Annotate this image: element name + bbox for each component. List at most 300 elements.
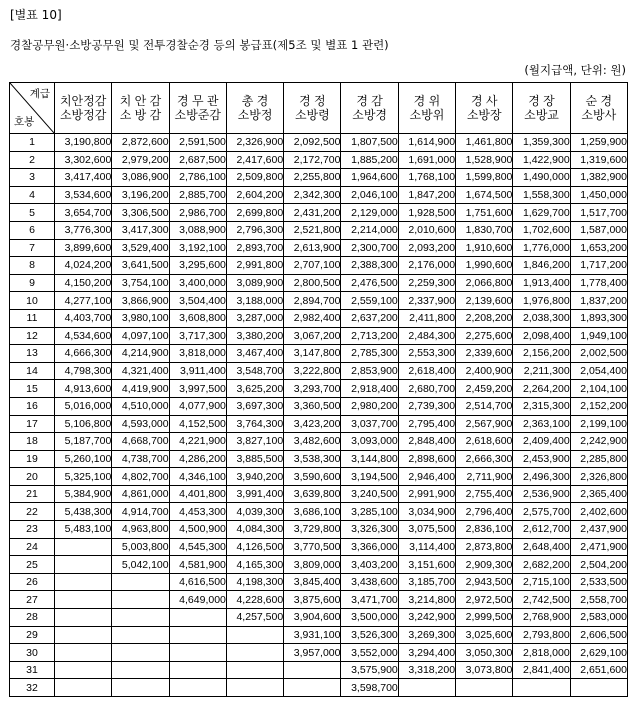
salary-cell: 3,073,800 bbox=[456, 661, 513, 679]
table-row bbox=[10, 626, 628, 644]
police-rank-label: 총 경 bbox=[241, 94, 269, 108]
empty-cell bbox=[456, 679, 513, 697]
fire-rank-label: 소방정 bbox=[237, 108, 273, 122]
salary-cell: 1,490,000 bbox=[513, 169, 570, 187]
salary-cell: 3,980,100 bbox=[112, 309, 169, 327]
empty-cell bbox=[226, 679, 283, 697]
step-number-cell: 7 bbox=[10, 239, 55, 257]
empty-cell bbox=[55, 573, 112, 591]
table-row bbox=[10, 204, 628, 222]
step-number-cell: 23 bbox=[10, 521, 55, 539]
salary-cell: 3,697,300 bbox=[226, 397, 283, 415]
salary-cell: 2,898,600 bbox=[398, 450, 455, 468]
step-number-cell: 30 bbox=[10, 644, 55, 662]
empty-cell bbox=[169, 661, 226, 679]
salary-cell: 3,294,400 bbox=[398, 644, 455, 662]
salary-cell: 2,388,300 bbox=[341, 257, 398, 275]
table-row bbox=[10, 257, 628, 275]
salary-cell: 2,199,100 bbox=[570, 415, 627, 433]
salary-cell: 3,403,200 bbox=[341, 556, 398, 574]
salary-cell: 3,400,000 bbox=[169, 274, 226, 292]
empty-cell bbox=[55, 661, 112, 679]
table-row bbox=[10, 221, 628, 239]
empty-cell bbox=[284, 661, 341, 679]
salary-cell: 2,046,100 bbox=[341, 186, 398, 204]
salary-cell: 3,608,800 bbox=[169, 309, 226, 327]
salary-cell: 2,417,600 bbox=[226, 151, 283, 169]
step-number-cell: 15 bbox=[10, 380, 55, 398]
salary-cell: 2,637,200 bbox=[341, 309, 398, 327]
step-number-cell: 9 bbox=[10, 274, 55, 292]
fire-rank-label: 소방위 bbox=[409, 108, 445, 122]
salary-cell: 2,707,100 bbox=[284, 257, 341, 275]
step-number-cell: 11 bbox=[10, 309, 55, 327]
salary-cell: 3,776,300 bbox=[55, 221, 112, 239]
salary-cell: 4,510,000 bbox=[112, 397, 169, 415]
salary-cell: 2,986,700 bbox=[169, 204, 226, 222]
fire-rank-label: 소방교 bbox=[524, 108, 559, 122]
salary-cell: 1,674,500 bbox=[456, 186, 513, 204]
table-row bbox=[10, 521, 628, 539]
salary-cell: 2,755,400 bbox=[456, 485, 513, 503]
salary-cell: 1,913,400 bbox=[513, 274, 570, 292]
step-number-cell: 16 bbox=[10, 397, 55, 415]
salary-cell: 3,075,500 bbox=[398, 521, 455, 539]
salary-cell: 1,949,100 bbox=[570, 327, 627, 345]
salary-cell: 2,629,100 bbox=[570, 644, 627, 662]
salary-cell: 3,190,800 bbox=[55, 134, 112, 152]
salary-cell: 3,885,500 bbox=[226, 450, 283, 468]
salary-cell: 2,002,500 bbox=[570, 345, 627, 363]
empty-cell bbox=[169, 644, 226, 662]
salary-cell: 2,742,500 bbox=[513, 591, 570, 609]
salary-cell: 4,214,900 bbox=[112, 345, 169, 363]
salary-cell: 3,575,900 bbox=[341, 661, 398, 679]
salary-cell: 1,847,200 bbox=[398, 186, 455, 204]
salary-cell: 4,666,300 bbox=[55, 345, 112, 363]
salary-cell: 1,653,200 bbox=[570, 239, 627, 257]
salary-cell: 5,438,300 bbox=[55, 503, 112, 521]
salary-cell: 3,827,100 bbox=[226, 433, 283, 451]
salary-cell: 3,770,500 bbox=[284, 538, 341, 556]
empty-cell bbox=[55, 538, 112, 556]
salary-cell: 1,614,900 bbox=[398, 134, 455, 152]
salary-cell: 2,092,500 bbox=[284, 134, 341, 152]
empty-cell bbox=[226, 661, 283, 679]
salary-cell: 4,084,300 bbox=[226, 521, 283, 539]
salary-cell: 2,437,900 bbox=[570, 521, 627, 539]
salary-cell: 1,517,700 bbox=[570, 204, 627, 222]
salary-cell: 2,848,400 bbox=[398, 433, 455, 451]
table-row bbox=[10, 538, 628, 556]
salary-cell: 2,342,300 bbox=[284, 186, 341, 204]
salary-cell: 3,242,900 bbox=[398, 609, 455, 627]
salary-cell: 2,326,900 bbox=[226, 134, 283, 152]
salary-cell: 4,453,300 bbox=[169, 503, 226, 521]
salary-cell: 3,482,600 bbox=[284, 433, 341, 451]
salary-cell: 2,275,600 bbox=[456, 327, 513, 345]
table-row bbox=[10, 134, 628, 152]
salary-cell: 2,682,200 bbox=[513, 556, 570, 574]
salary-cell: 1,837,200 bbox=[570, 292, 627, 310]
fire-rank-label: 소방사 bbox=[581, 108, 617, 122]
salary-cell: 3,269,300 bbox=[398, 626, 455, 644]
salary-cell: 2,946,400 bbox=[398, 468, 455, 486]
empty-cell bbox=[112, 679, 169, 697]
salary-cell: 2,337,900 bbox=[398, 292, 455, 310]
salary-cell: 3,438,600 bbox=[341, 573, 398, 591]
salary-cell: 2,453,900 bbox=[513, 450, 570, 468]
salary-cell: 2,894,700 bbox=[284, 292, 341, 310]
empty-cell bbox=[55, 679, 112, 697]
salary-cell: 2,214,000 bbox=[341, 221, 398, 239]
step-number-cell: 5 bbox=[10, 204, 55, 222]
empty-cell bbox=[55, 626, 112, 644]
salary-cell: 2,093,200 bbox=[398, 239, 455, 257]
step-number-cell: 28 bbox=[10, 609, 55, 627]
table-row bbox=[10, 661, 628, 679]
salary-cell: 4,545,300 bbox=[169, 538, 226, 556]
salary-cell: 3,875,600 bbox=[284, 591, 341, 609]
salary-cell: 4,039,300 bbox=[226, 503, 283, 521]
salary-cell: 2,972,500 bbox=[456, 591, 513, 609]
salary-cell: 2,711,900 bbox=[456, 468, 513, 486]
salary-cell: 1,461,800 bbox=[456, 134, 513, 152]
salary-cell: 3,326,300 bbox=[341, 521, 398, 539]
step-number-cell: 1 bbox=[10, 134, 55, 152]
table-row bbox=[10, 397, 628, 415]
salary-cell: 2,242,900 bbox=[570, 433, 627, 451]
salary-cell: 3,654,700 bbox=[55, 204, 112, 222]
salary-cell: 2,651,600 bbox=[570, 661, 627, 679]
salary-cell: 1,359,300 bbox=[513, 134, 570, 152]
salary-cell: 2,054,400 bbox=[570, 362, 627, 380]
empty-cell bbox=[169, 609, 226, 627]
salary-cell: 2,409,400 bbox=[513, 433, 570, 451]
salary-cell: 3,534,600 bbox=[55, 186, 112, 204]
police-rank-label: 경 장 bbox=[528, 94, 555, 108]
column-header bbox=[456, 83, 513, 134]
table-row bbox=[10, 380, 628, 398]
salary-cell: 2,687,500 bbox=[169, 151, 226, 169]
column-header bbox=[570, 83, 627, 134]
salary-cell: 1,528,900 bbox=[456, 151, 513, 169]
salary-cell: 2,514,700 bbox=[456, 397, 513, 415]
salary-cell: 2,853,900 bbox=[341, 362, 398, 380]
salary-cell: 2,768,900 bbox=[513, 609, 570, 627]
salary-cell: 1,691,000 bbox=[398, 151, 455, 169]
salary-cell: 4,257,500 bbox=[226, 609, 283, 627]
salary-cell: 4,403,700 bbox=[55, 309, 112, 327]
salary-cell: 2,943,500 bbox=[456, 573, 513, 591]
salary-cell: 5,260,100 bbox=[55, 450, 112, 468]
salary-cell: 2,786,100 bbox=[169, 169, 226, 187]
salary-cell: 2,363,100 bbox=[513, 415, 570, 433]
table-row bbox=[10, 679, 628, 697]
empty-cell bbox=[513, 679, 570, 697]
salary-cell: 2,400,900 bbox=[456, 362, 513, 380]
pay-table bbox=[9, 82, 628, 697]
table-row bbox=[10, 468, 628, 486]
salary-cell: 2,618,400 bbox=[398, 362, 455, 380]
salary-cell: 2,618,600 bbox=[456, 433, 513, 451]
salary-cell: 1,422,900 bbox=[513, 151, 570, 169]
salary-cell: 3,764,300 bbox=[226, 415, 283, 433]
salary-cell: 3,380,200 bbox=[226, 327, 283, 345]
table-row bbox=[10, 573, 628, 591]
salary-cell: 2,509,800 bbox=[226, 169, 283, 187]
salary-cell: 3,899,600 bbox=[55, 239, 112, 257]
salary-cell: 2,255,800 bbox=[284, 169, 341, 187]
salary-cell: 3,037,700 bbox=[341, 415, 398, 433]
salary-cell: 5,384,900 bbox=[55, 485, 112, 503]
empty-cell bbox=[169, 679, 226, 697]
salary-cell: 2,365,400 bbox=[570, 485, 627, 503]
salary-cell: 5,187,700 bbox=[55, 433, 112, 451]
salary-cell: 2,785,300 bbox=[341, 345, 398, 363]
empty-cell bbox=[226, 644, 283, 662]
empty-cell bbox=[226, 626, 283, 644]
step-number-cell: 18 bbox=[10, 433, 55, 451]
salary-cell: 2,285,800 bbox=[570, 450, 627, 468]
salary-cell: 3,991,400 bbox=[226, 485, 283, 503]
salary-cell: 1,990,600 bbox=[456, 257, 513, 275]
salary-cell: 3,144,800 bbox=[341, 450, 398, 468]
salary-cell: 4,798,300 bbox=[55, 362, 112, 380]
step-number-cell: 10 bbox=[10, 292, 55, 310]
salary-cell: 3,641,500 bbox=[112, 257, 169, 275]
step-number-cell: 26 bbox=[10, 573, 55, 591]
salary-cell: 3,500,000 bbox=[341, 609, 398, 627]
empty-cell bbox=[112, 573, 169, 591]
salary-cell: 2,612,700 bbox=[513, 521, 570, 539]
salary-cell: 4,152,500 bbox=[169, 415, 226, 433]
table-row bbox=[10, 362, 628, 380]
salary-cell: 3,467,400 bbox=[226, 345, 283, 363]
salary-cell: 3,025,600 bbox=[456, 626, 513, 644]
salary-cell: 1,587,000 bbox=[570, 221, 627, 239]
salary-cell: 2,459,200 bbox=[456, 380, 513, 398]
salary-cell: 3,240,500 bbox=[341, 485, 398, 503]
salary-cell: 3,417,300 bbox=[112, 221, 169, 239]
salary-cell: 3,504,400 bbox=[169, 292, 226, 310]
salary-cell: 2,533,500 bbox=[570, 573, 627, 591]
salary-cell: 3,086,900 bbox=[112, 169, 169, 187]
table-row bbox=[10, 292, 628, 310]
column-header bbox=[112, 83, 169, 134]
table-row bbox=[10, 415, 628, 433]
salary-cell: 2,796,400 bbox=[456, 503, 513, 521]
salary-cell: 2,666,300 bbox=[456, 450, 513, 468]
salary-cell: 2,795,400 bbox=[398, 415, 455, 433]
salary-cell: 3,089,900 bbox=[226, 274, 283, 292]
salary-cell: 2,613,900 bbox=[284, 239, 341, 257]
police-rank-label: 경 위 bbox=[413, 94, 441, 108]
salary-cell: 2,800,500 bbox=[284, 274, 341, 292]
salary-cell: 2,606,500 bbox=[570, 626, 627, 644]
salary-cell: 2,536,900 bbox=[513, 485, 570, 503]
salary-cell: 4,593,000 bbox=[112, 415, 169, 433]
salary-cell: 2,066,800 bbox=[456, 274, 513, 292]
salary-cell: 2,872,600 bbox=[112, 134, 169, 152]
salary-cell: 3,548,700 bbox=[226, 362, 283, 380]
salary-cell: 1,830,700 bbox=[456, 221, 513, 239]
salary-cell: 3,639,800 bbox=[284, 485, 341, 503]
salary-cell: 3,088,900 bbox=[169, 221, 226, 239]
step-number-cell: 27 bbox=[10, 591, 55, 609]
salary-cell: 3,931,100 bbox=[284, 626, 341, 644]
salary-cell: 4,419,900 bbox=[112, 380, 169, 398]
salary-cell: 1,910,600 bbox=[456, 239, 513, 257]
salary-cell: 3,957,000 bbox=[284, 644, 341, 662]
salary-cell: 4,286,200 bbox=[169, 450, 226, 468]
step-number-cell: 20 bbox=[10, 468, 55, 486]
salary-cell: 3,590,600 bbox=[284, 468, 341, 486]
salary-cell: 2,431,200 bbox=[284, 204, 341, 222]
salary-cell: 3,287,000 bbox=[226, 309, 283, 327]
police-rank-label: 경 정 bbox=[299, 94, 326, 108]
fire-rank-label: 소 방 감 bbox=[119, 108, 162, 122]
empty-cell bbox=[55, 644, 112, 662]
column-header bbox=[341, 83, 398, 134]
step-number-cell: 24 bbox=[10, 538, 55, 556]
table-row bbox=[10, 433, 628, 451]
salary-cell: 2,836,100 bbox=[456, 521, 513, 539]
salary-cell: 2,918,400 bbox=[341, 380, 398, 398]
salary-cell: 2,604,200 bbox=[226, 186, 283, 204]
salary-cell: 2,129,000 bbox=[341, 204, 398, 222]
column-header bbox=[226, 83, 283, 134]
salary-cell: 2,885,700 bbox=[169, 186, 226, 204]
salary-cell: 3,366,000 bbox=[341, 538, 398, 556]
table-row bbox=[10, 485, 628, 503]
salary-cell: 1,717,200 bbox=[570, 257, 627, 275]
salary-cell: 3,529,400 bbox=[112, 239, 169, 257]
salary-cell: 3,904,600 bbox=[284, 609, 341, 627]
salary-cell: 3,538,300 bbox=[284, 450, 341, 468]
table-row bbox=[10, 151, 628, 169]
empty-cell bbox=[112, 609, 169, 627]
step-number-cell: 21 bbox=[10, 485, 55, 503]
salary-cell: 3,717,300 bbox=[169, 327, 226, 345]
salary-cell: 3,625,200 bbox=[226, 380, 283, 398]
column-header bbox=[398, 83, 455, 134]
fire-rank-label: 소방령 bbox=[294, 108, 330, 122]
table-row bbox=[10, 327, 628, 345]
salary-cell: 4,616,500 bbox=[169, 573, 226, 591]
step-number-cell: 12 bbox=[10, 327, 55, 345]
salary-cell: 4,097,100 bbox=[112, 327, 169, 345]
table-row bbox=[10, 345, 628, 363]
corner-header-cell bbox=[10, 83, 55, 134]
salary-cell: 2,211,300 bbox=[513, 362, 570, 380]
column-header bbox=[55, 83, 112, 134]
salary-cell: 3,754,100 bbox=[112, 274, 169, 292]
salary-cell: 2,176,000 bbox=[398, 257, 455, 275]
salary-cell: 3,050,300 bbox=[456, 644, 513, 662]
salary-cell: 2,980,200 bbox=[341, 397, 398, 415]
salary-cell: 4,228,600 bbox=[226, 591, 283, 609]
salary-cell: 4,221,900 bbox=[169, 433, 226, 451]
table-row bbox=[10, 556, 628, 574]
empty-cell bbox=[284, 679, 341, 697]
table-row bbox=[10, 274, 628, 292]
salary-cell: 4,581,900 bbox=[169, 556, 226, 574]
fire-rank-label: 소방준감 bbox=[174, 108, 221, 122]
salary-cell: 2,982,400 bbox=[284, 309, 341, 327]
salary-cell: 3,295,600 bbox=[169, 257, 226, 275]
salary-cell: 4,077,900 bbox=[169, 397, 226, 415]
salary-cell: 1,885,200 bbox=[341, 151, 398, 169]
salary-cell: 4,861,000 bbox=[112, 485, 169, 503]
salary-cell: 3,222,800 bbox=[284, 362, 341, 380]
salary-cell: 3,417,400 bbox=[55, 169, 112, 187]
appendix-tag: [별표 10] bbox=[10, 8, 62, 22]
salary-cell: 2,680,700 bbox=[398, 380, 455, 398]
salary-cell: 2,098,400 bbox=[513, 327, 570, 345]
step-number-cell: 8 bbox=[10, 257, 55, 275]
salary-cell: 3,293,700 bbox=[284, 380, 341, 398]
salary-cell: 4,914,700 bbox=[112, 503, 169, 521]
salary-cell: 2,575,700 bbox=[513, 503, 570, 521]
table-row bbox=[10, 169, 628, 187]
salary-cell: 2,326,800 bbox=[570, 468, 627, 486]
salary-cell: 3,114,400 bbox=[398, 538, 455, 556]
salary-cell: 5,106,800 bbox=[55, 415, 112, 433]
salary-cell: 4,401,800 bbox=[169, 485, 226, 503]
salary-cell: 3,360,500 bbox=[284, 397, 341, 415]
police-rank-label: 경 사 bbox=[470, 94, 498, 108]
empty-cell bbox=[55, 591, 112, 609]
table-row bbox=[10, 591, 628, 609]
salary-cell: 2,264,200 bbox=[513, 380, 570, 398]
salary-cell: 3,302,600 bbox=[55, 151, 112, 169]
salary-cell: 4,321,400 bbox=[112, 362, 169, 380]
salary-cell: 2,038,300 bbox=[513, 309, 570, 327]
salary-cell: 1,976,800 bbox=[513, 292, 570, 310]
table-row bbox=[10, 309, 628, 327]
police-rank-label: 경 감 bbox=[356, 94, 383, 108]
salary-cell: 2,893,700 bbox=[226, 239, 283, 257]
salary-cell: 3,318,200 bbox=[398, 661, 455, 679]
salary-cell: 2,315,300 bbox=[513, 397, 570, 415]
salary-cell: 2,873,800 bbox=[456, 538, 513, 556]
salary-cell: 1,382,900 bbox=[570, 169, 627, 187]
salary-cell: 2,991,900 bbox=[398, 485, 455, 503]
salary-cell: 2,402,600 bbox=[570, 503, 627, 521]
salary-cell: 2,559,100 bbox=[341, 292, 398, 310]
salary-cell: 5,003,800 bbox=[112, 538, 169, 556]
salary-cell: 4,649,000 bbox=[169, 591, 226, 609]
police-rank-label: 치 안 감 bbox=[119, 94, 162, 108]
salary-cell: 2,796,300 bbox=[226, 221, 283, 239]
salary-cell: 4,738,700 bbox=[112, 450, 169, 468]
salary-cell: 4,024,200 bbox=[55, 257, 112, 275]
salary-cell: 1,846,200 bbox=[513, 257, 570, 275]
salary-cell: 3,809,000 bbox=[284, 556, 341, 574]
police-rank-label: 순 경 bbox=[585, 94, 613, 108]
salary-cell: 2,300,700 bbox=[341, 239, 398, 257]
salary-cell: 1,751,600 bbox=[456, 204, 513, 222]
salary-cell: 3,866,900 bbox=[112, 292, 169, 310]
salary-cell: 3,147,800 bbox=[284, 345, 341, 363]
salary-cell: 2,476,500 bbox=[341, 274, 398, 292]
salary-cell: 3,423,200 bbox=[284, 415, 341, 433]
salary-cell: 2,567,900 bbox=[456, 415, 513, 433]
salary-cell: 5,016,000 bbox=[55, 397, 112, 415]
column-header bbox=[513, 83, 570, 134]
salary-cell: 2,484,300 bbox=[398, 327, 455, 345]
